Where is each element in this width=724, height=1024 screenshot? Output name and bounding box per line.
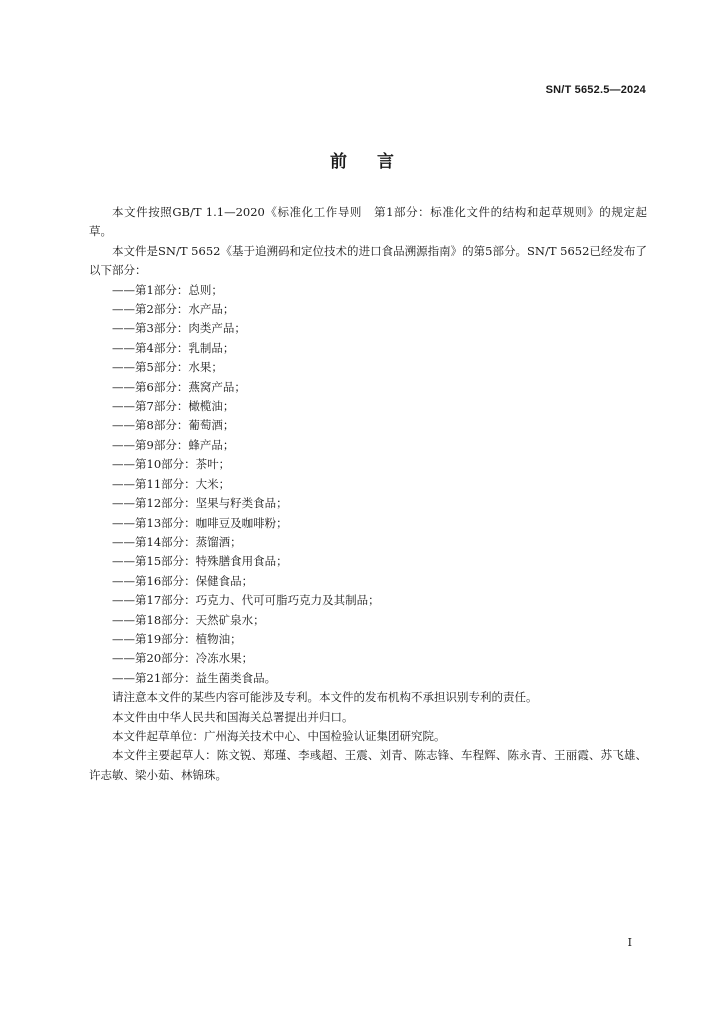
intro-paragraph-standard-parts: 本文件是SN/T 5652《基于追溯码和定位技术的进口食品溯源指南》的第5部分。SN/T 5652已经发布了以下部分：: [89, 243, 647, 278]
part-list-item: ——第16部分：保健食品；: [112, 573, 254, 588]
part-list-item: ——第20部分：冷冻水果；: [112, 651, 254, 666]
part-list-item: ——第5部分：水果；: [112, 360, 223, 375]
part-list-item: ——第3部分：肉类产品；: [112, 321, 246, 336]
part-list-item: ——第18部分：天然矿泉水；: [112, 612, 265, 627]
proposing-authority: 本文件由中华人民共和国海关总署提出并归口。: [112, 709, 354, 724]
part-list-item: ——第1部分：总则；: [112, 282, 223, 297]
drafting-organizations: 本文件起草单位：广州海关技术中心、中国检验认证集团研究院。: [112, 728, 446, 743]
part-list-item: ——第15部分：特殊膳食用食品；: [112, 554, 288, 569]
part-list-item: ——第21部分：益生菌类食品。: [112, 670, 277, 685]
page-title: 前言: [330, 152, 424, 172]
part-list-item: ——第17部分：巧克力、代可可脂巧克力及其制品；: [112, 593, 380, 608]
document-code: SN/T 5652.5—2024: [545, 84, 646, 96]
intro-paragraph-drafting-rules: 本文件按照GB/T 1.1—2020《标准化工作导则 第1部分：标准化文件的结构和起草规则》的规定起草。: [89, 205, 647, 239]
document-body: [89, 203, 647, 785]
part-list-item: ——第9部分：蜂产品；: [112, 437, 235, 452]
part-list-item: ——第7部分：橄榄油；: [112, 399, 235, 414]
part-list-item: ——第14部分：蒸馏酒；: [112, 534, 242, 549]
part-list-item: ——第2部分：水产品；: [112, 302, 235, 317]
part-list-item: ——第12部分：坚果与籽类食品；: [112, 496, 288, 511]
part-list-item: ——第11部分：大米；: [112, 476, 231, 491]
part-list-item: ——第8部分：葡萄酒；: [112, 418, 235, 433]
part-list-item: ——第6部分：燕窝产品；: [112, 379, 246, 394]
parts-list: [89, 281, 647, 689]
patent-notice: 请注意本文件的某些内容可能涉及专利。本文件的发布机构不承担识别专利的责任。: [112, 690, 538, 705]
part-list-item: ——第10部分：茶叶；: [112, 457, 231, 472]
part-list-item: ——第13部分：咖啡豆及咖啡粉；: [112, 515, 288, 530]
page-number: I: [627, 936, 632, 949]
part-list-item: ——第19部分：植物油；: [112, 631, 242, 646]
principal-drafters: 本文件主要起草人：陈文锐、郑瑾、李彧超、王震、刘青、陈志锋、车程辉、陈永青、王丽霞、苏飞雄、许志敏、梁小茹、林锦珠。: [89, 748, 647, 782]
part-list-item: ——第4部分：乳制品；: [112, 340, 235, 355]
